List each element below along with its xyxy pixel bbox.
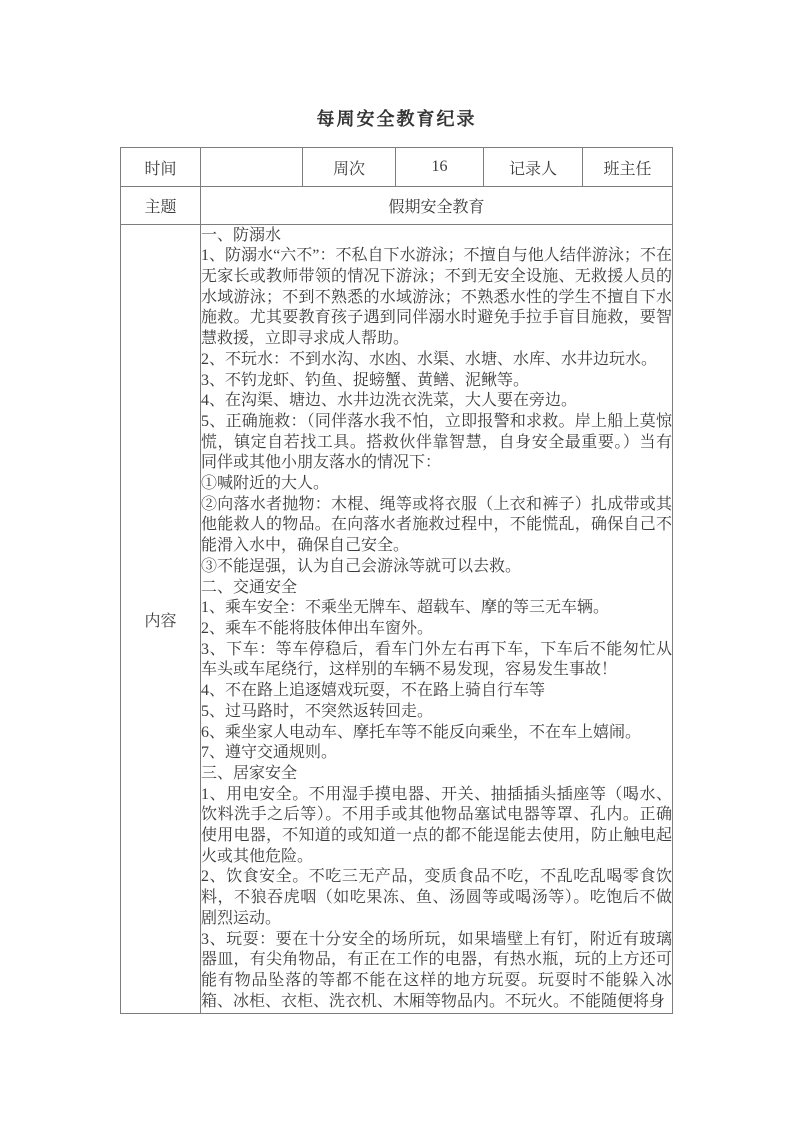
content-paragraph: 2、乘车不能将肢体伸出车窗外。: [201, 620, 434, 637]
content-paragraph: 3、玩耍：要在十分安全的场所玩，如果墙壁上有钉，附近有玻璃器皿，有尖角物品，有正在工作的电器，有热水瓶，玩的上方还可能有物品坠落的等都不能在这样的地方玩耍。玩耍时不能躲入冰箱、冰柜、衣柜、洗衣机、木厢等物品内。不玩火。不能随便将身: [201, 930, 672, 1010]
recorder-value-cell: 班主任: [583, 148, 673, 187]
content-paragraph: 3、下车：等车停稳后，看车门外左右再下车，下车后不能匆忙从车头或车尾绕行，这样别的车辆不易发现，容易发生事故！: [201, 640, 672, 679]
week-label-cell: 周次: [303, 148, 396, 187]
document-title: 每周安全教育纪录: [316, 109, 477, 129]
content-row: [121, 225, 673, 1014]
time-label-cell: 时间: [121, 148, 201, 187]
content-paragraph: 1、用电安全。不用湿手摸电器、开关、抽插插头插座等（喝水、饮料洗手之后等）。不用手或其他物品塞试电器等罩、孔内。正确使用电器，不知道的或知道一点的都不能逞能去使用，防止触电起火或其他危险。: [201, 785, 672, 865]
recorder-label-cell: 记录人: [484, 148, 583, 187]
content-paragraph: 4、不在路上追逐嬉戏玩耍，不在路上骑自行车等: [201, 682, 546, 700]
content-paragraph: 5、正确施救：（同伴落水我不怕，立即报警和求救。岸上船上莫惊慌，镇定自若找工具。搭救伙伴靠智慧，自身安全最重要。）当有同伴或其他小朋友落水的情况下：: [201, 412, 672, 472]
record-table: [120, 147, 673, 1014]
topic-row: [121, 187, 673, 225]
content-paragraph: 2、饮食安全。不吃三无产品，变质食品不吃，不乱吃乱喝零食饮料，不狼吞虎咽（如吃果冻、鱼、汤圆等或喝汤等）。吃饱后不做剧烈运动。: [201, 868, 672, 927]
content-paragraph: 三、居家安全: [201, 764, 298, 782]
content-paragraph: 1、乘车安全：不乘坐无牌车、超载车、摩的等三无车辆。: [201, 599, 610, 617]
content-paragraph: 3、不钓龙虾、钓鱼、捉螃蟹、黄鳝、泥鳅等。: [201, 371, 530, 389]
content-paragraph: ③不能逞强，认为自己会游泳等就可以去救。: [201, 557, 522, 575]
content-paragraph: 2、不玩水：不到水沟、水凼、水渠、水塘、水库、水井边玩水。: [201, 350, 658, 368]
content-paragraph: 一、防溺水: [201, 226, 282, 244]
content-paragraph: ②向落水者抛物：木棍、绳等或将衣服（上衣和裤子）扎成带或其他能救人的物品。在向落水者施救过程中，不能慌乱，确保自己不能滑入水中，确保自己安全。: [201, 495, 672, 555]
content-paragraph: ①喊附近的大人。: [201, 475, 330, 493]
content-paragraphs: [201, 225, 673, 1014]
content-paragraph: 1、防溺水“六不”：不私自下水游泳；不擅自与他人结伴游泳；不在无家长或教师带领的情况下游泳；不到无安全设施、无救援人员的水域游泳；不到不熟悉的水域游泳；不熟悉水性的学生不擅自下水施救。尤其要教育孩子遇到同伴溺水时避免手拉手盲目施救，要智慧救援，立即寻求成人帮助。: [201, 247, 672, 348]
week-value-cell: 16: [396, 148, 484, 187]
content-paragraph: 二、交通安全: [201, 578, 298, 596]
content-paragraph: 7、遵守交通规则。: [201, 744, 338, 762]
content-label-cell: 内容: [121, 225, 201, 1014]
content-paragraph: 5、过马路时，不突然返转回走。: [201, 702, 434, 720]
content-paragraph: 4、在沟渠、塘边、水井边洗衣洗菜，大人要在旁边。: [201, 392, 578, 410]
topic-value-cell: 假期安全教育: [201, 187, 673, 225]
time-value-cell: [201, 148, 303, 187]
header-row: [121, 148, 673, 187]
content-paragraph: 6、乘坐家人电动车、摩托车等不能反向乘坐，不在车上嬉闹。: [201, 723, 642, 741]
topic-label-cell: 主题: [121, 187, 201, 225]
